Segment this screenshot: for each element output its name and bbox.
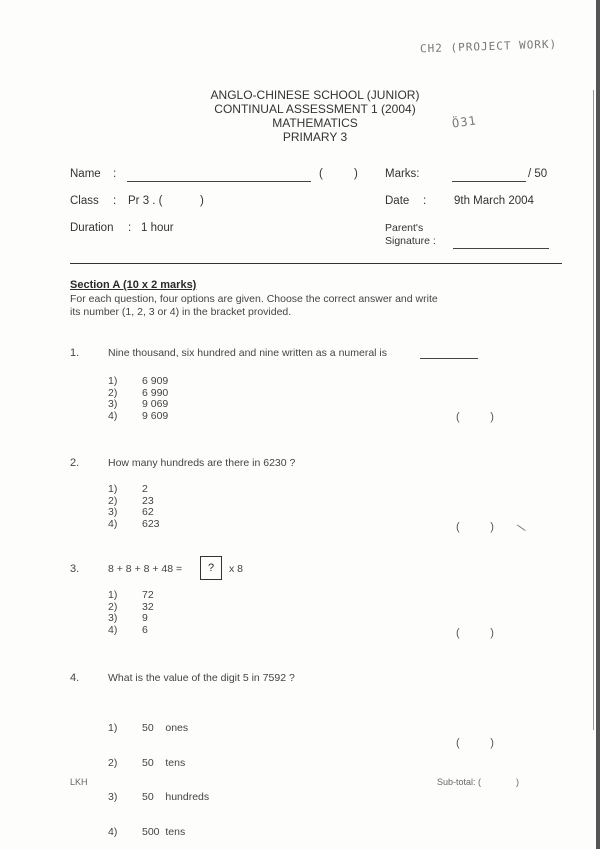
question-1-answer-bracket[interactable]: ( ) bbox=[456, 411, 494, 423]
question-2-answer-bracket[interactable]: ( ) bbox=[456, 521, 494, 533]
handwritten-mark: Ö31 bbox=[451, 113, 478, 131]
date-colon: : bbox=[423, 195, 427, 207]
option: 2) 6 990 bbox=[108, 386, 169, 399]
date-value: 9th March 2004 bbox=[454, 195, 534, 207]
name-field[interactable] bbox=[127, 181, 311, 182]
name-label: Name bbox=[70, 168, 101, 180]
question-1-options bbox=[108, 376, 168, 422]
handwritten-note: CH2 (PROJECT WORK) bbox=[419, 37, 558, 56]
marks-label: Marks: bbox=[385, 168, 420, 180]
question-4-number: 4. bbox=[70, 672, 80, 684]
question-1-text: Nine thousand, six hundred and nine written as a numeral is bbox=[108, 347, 387, 359]
question-2-text: How many hundreds are there in 6230 ? bbox=[108, 457, 296, 469]
option: 1) 6 909 bbox=[108, 375, 169, 387]
class-colon: : bbox=[113, 195, 117, 207]
question-2-options bbox=[108, 484, 160, 530]
question-1-blank bbox=[420, 358, 478, 359]
option: 3) 9 069 bbox=[108, 398, 169, 410]
marks-field[interactable] bbox=[452, 181, 526, 182]
footer-subtotal: Sub-total: ( ) bbox=[437, 777, 520, 787]
question-1-number: 1. bbox=[70, 347, 80, 359]
parent-label-line1: Parent's bbox=[385, 222, 424, 234]
option: 4) 9 609 bbox=[108, 409, 169, 422]
question-2-tick-mark: \ bbox=[515, 519, 529, 536]
option: 1) 72 bbox=[108, 589, 154, 601]
question-4-options bbox=[108, 700, 209, 850]
header-divider bbox=[70, 263, 562, 264]
question-4-answer-bracket[interactable]: ( ) bbox=[456, 737, 494, 749]
duration-label: Duration bbox=[70, 222, 114, 234]
option: 2) 32 bbox=[108, 600, 154, 613]
option: 4) 500 tens bbox=[108, 825, 186, 838]
parent-signature-field[interactable] bbox=[453, 248, 549, 249]
section-instruction-2: its number (1, 2, 3 or 4) in the bracket provided. bbox=[70, 306, 292, 318]
marks-total: / 50 bbox=[528, 168, 548, 180]
date-label: Date bbox=[385, 195, 410, 207]
footer-initials: LKH bbox=[70, 777, 88, 787]
exam-title: CONTINUAL ASSESSMENT 1 (2004) bbox=[214, 102, 416, 116]
class-value: Pr 3 . ( bbox=[128, 195, 163, 207]
option: 3) 50 hundreds bbox=[108, 791, 210, 803]
school-name: ANGLO-CHINESE SCHOOL (JUNIOR) bbox=[210, 88, 420, 102]
parent-label-line2: Signature : bbox=[385, 235, 436, 247]
option: 1) 50 ones bbox=[108, 722, 189, 734]
question-2-number: 2. bbox=[70, 457, 80, 469]
class-label: Class bbox=[70, 195, 99, 207]
option: 4) 623 bbox=[108, 517, 160, 530]
duration-value: 1 hour bbox=[141, 222, 174, 234]
option: 1) 2 bbox=[108, 483, 148, 495]
duration-colon: : bbox=[128, 222, 132, 234]
option: 3) 62 bbox=[108, 506, 154, 518]
question-4-text: What is the value of the digit 5 in 7592 ? bbox=[108, 672, 295, 684]
question-3-number: 3. bbox=[70, 563, 80, 575]
question-3-expression: 8 + 8 + 8 + 48 = bbox=[108, 563, 183, 575]
option: 4) 6 bbox=[108, 623, 148, 636]
option: 2) 50 tens bbox=[108, 756, 186, 769]
option: 2) 23 bbox=[108, 494, 154, 507]
register-open-bracket: ( bbox=[319, 168, 323, 180]
class-close-bracket: ) bbox=[200, 195, 204, 207]
question-3-answer-bracket[interactable]: ( ) bbox=[456, 627, 494, 639]
section-instruction-1: For each question, four options are given. Choose the correct answer and write bbox=[70, 293, 438, 305]
level-title: PRIMARY 3 bbox=[282, 130, 348, 144]
question-3-multiplier: x 8 bbox=[229, 563, 244, 575]
question-3-options bbox=[108, 590, 154, 636]
section-title: Section A (10 x 2 marks) bbox=[70, 279, 197, 291]
question-3-missing-box: ? bbox=[200, 556, 222, 580]
name-colon: : bbox=[113, 168, 117, 180]
option: 3) 9 bbox=[108, 612, 148, 624]
subject-title: MATHEMATICS bbox=[272, 116, 358, 130]
page-edge-line bbox=[593, 90, 594, 730]
register-close-bracket: ) bbox=[354, 168, 358, 180]
